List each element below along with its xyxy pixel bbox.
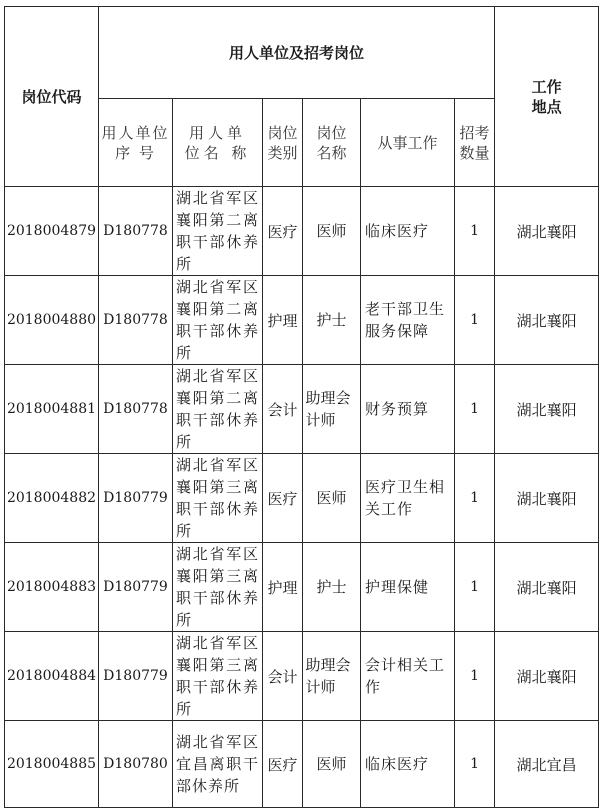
header-group-title: 用人单位及招考岗位 — [99, 7, 495, 99]
header-unit-name-text: 用人单位名 称 — [184, 123, 251, 162]
table-row — [5, 187, 599, 276]
header-work: 从事工作 — [361, 99, 455, 187]
cell-location: 湖北宜昌 — [495, 721, 599, 808]
cell-unit-name: 湖北省军区襄阳第二离职干部休养所 — [173, 187, 263, 276]
cell-post-code: 2018004880 — [5, 276, 99, 365]
header-post-category-text: 岗位类别 — [267, 123, 298, 162]
table-row — [5, 721, 599, 808]
cell-unit-name: 湖北省军区襄阳第二离职干部休养所 — [173, 365, 263, 454]
cell-post-name: 医师 — [303, 187, 361, 276]
cell-post-code: 2018004885 — [5, 721, 99, 808]
cell-work: 临床医疗 — [361, 187, 455, 276]
cell-post-code: 2018004883 — [5, 543, 99, 632]
cell-post-code: 2018004879 — [5, 187, 99, 276]
cell-post-name: 医师 — [303, 721, 361, 808]
header-post-code: 岗位代码 — [5, 7, 99, 187]
cell-post-category: 护理 — [263, 543, 303, 632]
cell-post-name: 医师 — [303, 454, 361, 543]
cell-unit-name: 湖北省军区宜昌离职干部休养所 — [173, 721, 263, 808]
cell-unit-name: 湖北省军区襄阳第三离职干部休养所 — [173, 632, 263, 721]
cell-quota: 1 — [455, 632, 495, 721]
cell-quota: 1 — [455, 187, 495, 276]
cell-post-name-text: 助理会计师 — [305, 389, 351, 429]
cell-post-category: 护理 — [263, 276, 303, 365]
header-quota — [455, 99, 495, 187]
cell-work: 护理保健 — [361, 543, 455, 632]
cell-location: 湖北襄阳 — [495, 365, 599, 454]
cell-work: 老干部卫生服务保障 — [361, 276, 455, 365]
cell-post-category: 会计 — [263, 632, 303, 721]
cell-work: 会计相关工作 — [361, 632, 455, 721]
cell-unit-seq: D180778 — [99, 276, 173, 365]
cell-quota: 1 — [455, 276, 495, 365]
table-row — [5, 543, 599, 632]
header-work-location — [495, 7, 599, 187]
cell-post-name — [303, 632, 361, 721]
cell-post-category: 医疗 — [263, 454, 303, 543]
header-unit-seq-text: 用人单位序 号 — [101, 123, 170, 162]
cell-work: 临床医疗 — [361, 721, 455, 808]
cell-location: 湖北襄阳 — [495, 276, 599, 365]
cell-work: 医疗卫生相关工作 — [361, 454, 455, 543]
cell-post-category: 医疗 — [263, 187, 303, 276]
header-unit-seq — [99, 99, 173, 187]
cell-post-name-text: 助理会计师 — [305, 656, 351, 696]
header-post-name — [303, 99, 361, 187]
cell-quota: 1 — [455, 365, 495, 454]
cell-unit-name: 湖北省军区襄阳第二离职干部休养所 — [173, 276, 263, 365]
cell-post-category: 医疗 — [263, 721, 303, 808]
table-row — [5, 454, 599, 543]
cell-unit-seq: D180779 — [99, 543, 173, 632]
cell-post-name — [303, 365, 361, 454]
cell-location: 湖北襄阳 — [495, 543, 599, 632]
cell-quota: 1 — [455, 543, 495, 632]
cell-quota: 1 — [455, 721, 495, 808]
cell-location: 湖北襄阳 — [495, 454, 599, 543]
table-row — [5, 365, 599, 454]
cell-unit-seq: D180780 — [99, 721, 173, 808]
cell-post-name: 护士 — [303, 276, 361, 365]
cell-post-category: 会计 — [263, 365, 303, 454]
cell-unit-name: 湖北省军区襄阳第三离职干部休养所 — [173, 543, 263, 632]
cell-quota: 1 — [455, 454, 495, 543]
cell-work: 财务预算 — [361, 365, 455, 454]
header-unit-name — [173, 99, 263, 187]
header-work-location-text: 工作地点 — [531, 77, 562, 116]
cell-location: 湖北襄阳 — [495, 632, 599, 721]
cell-location: 湖北襄阳 — [495, 187, 599, 276]
header-post-category — [263, 99, 303, 187]
header-post-name-text: 岗位名称 — [316, 123, 347, 162]
cell-unit-seq: D180779 — [99, 454, 173, 543]
cell-unit-seq: D180778 — [99, 187, 173, 276]
header-quota-text: 招考数量 — [459, 123, 490, 162]
cell-unit-seq: D180779 — [99, 632, 173, 721]
cell-unit-seq: D180778 — [99, 365, 173, 454]
table-row — [5, 276, 599, 365]
cell-unit-name: 湖北省军区襄阳第三离职干部休养所 — [173, 454, 263, 543]
recruitment-table — [4, 6, 599, 808]
cell-post-code: 2018004881 — [5, 365, 99, 454]
cell-post-name: 护士 — [303, 543, 361, 632]
cell-post-code: 2018004882 — [5, 454, 99, 543]
cell-post-code: 2018004884 — [5, 632, 99, 721]
table-row — [5, 632, 599, 721]
